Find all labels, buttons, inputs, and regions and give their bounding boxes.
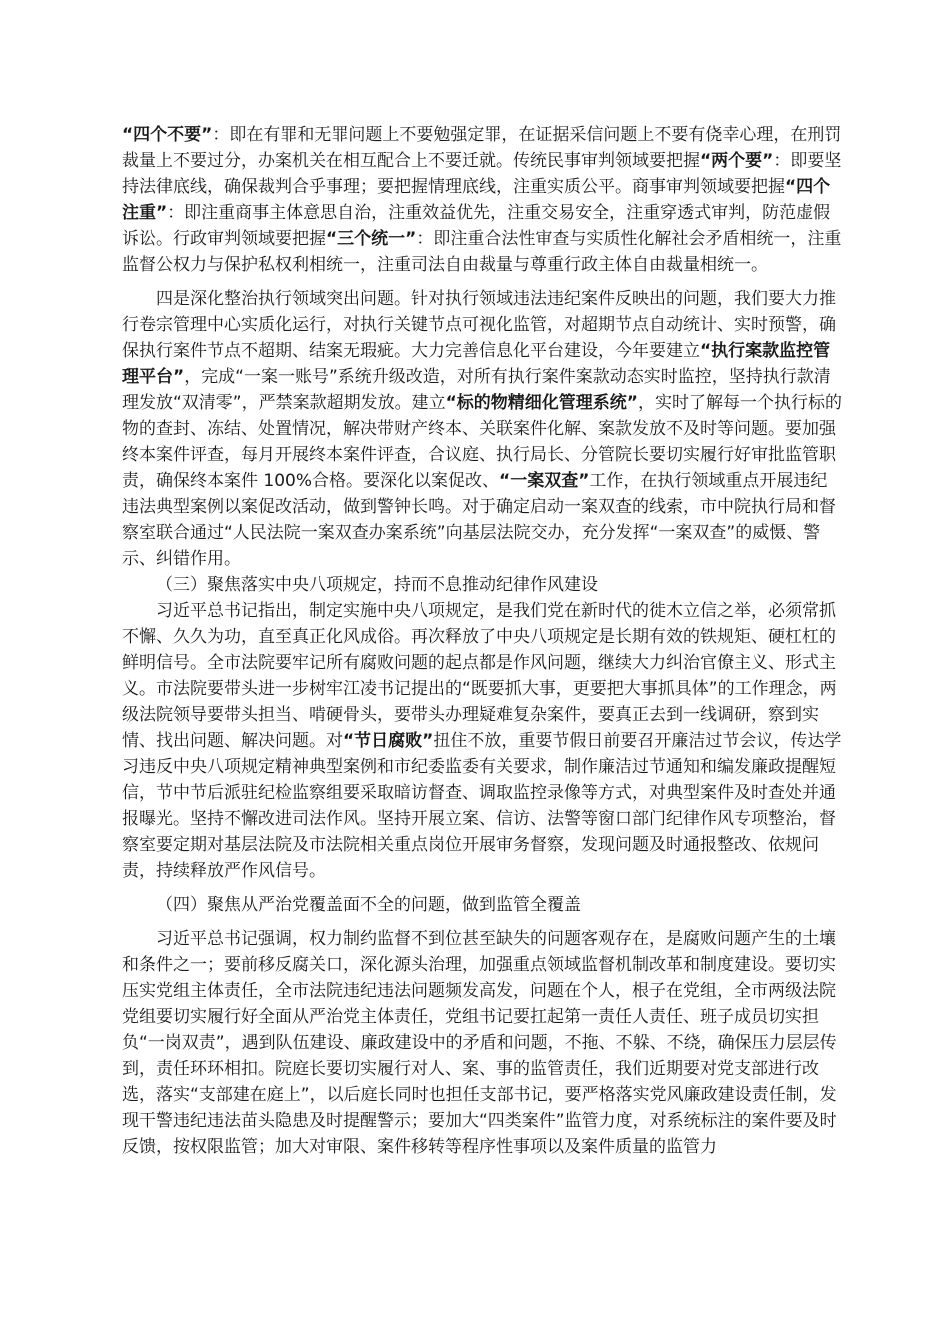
paragraph-supervision xyxy=(122,926,842,1160)
text-run: ：即要坚持法律底线，确保裁判合乎事理；要把握情理底线，注重实质公平。商事审判领域要把握 xyxy=(122,151,842,197)
text-run: 习近平总书记指出，制定实施中央八项规定，是我们党在新时代的徙木立信之举，必须常抓不懈、久久为功，直至真正化风成俗。再次释放了中央八项规定是长期有效的铁规矩、硬杠杠的鲜明信号。全市法院要牢记所有腐败问题的起点都是作风问题，继续大力纠治官僚主义、形式主义。市法院要带头进一步树牢江凌书记提出的“既要抓大事，更要把大事抓具体”的工作理念，两级法院领导要带头担当、啃硬骨头，要带头办理疑难复杂案件，要真正去到一线调研，察到实情、找出问题、解决问题。对 xyxy=(122,601,837,751)
document-body xyxy=(122,122,842,1160)
section-heading-4 xyxy=(122,892,842,918)
text-run: 四是深化整治执行领域突出问题。针对执行领域违法违纪案件反映出的问题，我们要大力推行卷宗管理中心实质化运行，对执行关键节点可视化监管，对超期节点自动统计、实时预警，确保执行案件节点不超期、结案无瑕疵。大力完善信息化平台建设，今年要建立 xyxy=(122,289,836,361)
bold-phrase: “四个不要” xyxy=(122,125,213,145)
bold-phrase: “三个统一” xyxy=(326,229,417,249)
bold-phrase: “执行案款监控管理平台” xyxy=(122,341,831,387)
heading-text: （三）聚焦落实中央八项规定，持而不息推动纪律作风建设 xyxy=(156,575,598,595)
text-run: 习近平总书记强调，权力制约监督不到位甚至缺失的问题客观存在，是腐败问题产生的土壤和条件之一；要前移反腐关口，深化源头治理，加强重点领域监督机制改革和制度建设。要切实压实党组主体责任，全市法院违纪违法问题频发高发，问题在个人，根子在党组，全市两级法院党组要切实履行好全面从严治党主体责任，党组书记要扛起第一责任人责任、班子成员切实担负“一岗双责”，遇到队伍建设、廉政建设中的矛盾和问题，不拖、不躲、不绕，确保压力层层传到，责任环环相扣。院庭长要切实履行对人、案、事的监管责任，我们近期要对党支部进行改选，落实“支部建在庭上”，以后庭长同时也担任支部书记，要严格落实党风廉政建设责任制，发现干警违纪违法苗头隐患及时提醒警示；要加大“四类案件”监管力度，对系统标注的案件要及时反馈，按权限监管；加大对审限、案件移转等程序性事项以及案件质量的监管力 xyxy=(122,929,837,1157)
text-run: 扭住不放，重要节假日前要召开廉洁过节会议，传达学习违反中央八项规定精神典型案例和市纪委监委有关要求，制作廉洁过节通知和编发廉政提醒短信，节中节后派驻纪检监察组要采取暗访督查、调取监控录像等方式，对典型案件及时查处并通报曝光。坚持不懈改进司法作风。坚持开展立案、信访、法警等窗口部门纪律作风专项整治，督察室要定期对基层法院及市法院相关重点岗位开展审务督察，发现问题及时通报整改、依规问责，持续释放严作风信号。 xyxy=(122,731,842,881)
text-run: ：即注重商事主体意思自治，注重效益优先，注重交易安全，注重穿透式审判，防范虚假诉讼。行政审判领域要把握 xyxy=(122,203,831,249)
text-run: ，实时了解每一个执行标的物的查封、冻结、处置情况，解决带财产终本、关联案件化解、案款发放不及时等问题。要加强终本案件评查，每月开展终本案件评查，合议庭、执行局长、分管院长要切实履行好审批监管职责，确保终本案件 100%合格。要深化以案促改、 xyxy=(122,393,842,491)
paragraph-four-nots xyxy=(122,122,842,278)
bold-phrase: “一案双查” xyxy=(499,471,590,491)
bold-phrase: “标的物精细化管理系统” xyxy=(445,393,638,413)
heading-text: （四）聚焦从严治党覆盖面不全的问题，做到监管全覆盖 xyxy=(156,895,581,915)
text-run: 工作，在执行领域重点开展违纪违法典型案例以案促改活动，做到警钟长鸣。对于确定启动一案双查的线索，市中院执行局和督察室联合通过“人民法院一案双查办案系统”向基层法院交办，充分发挥“一案双查”的威慑、警示、纠错作用。 xyxy=(122,471,836,569)
bold-phrase: “两个要” xyxy=(700,151,774,171)
paragraph-eight-rules xyxy=(122,598,842,884)
section-heading-3 xyxy=(122,572,842,598)
text-run: ：即注重合法性审查与实质性化解社会矛盾相统一，注重监督公权力与保护私权利相统一，注重司法自由裁量与尊重行政主体自由裁量相统一。 xyxy=(122,229,842,275)
text-run: ，完成“一案一账号”系统升级改造，对所有执行案件案款动态实时监控，坚持执行款清理发放“双清零”，严禁案款超期发放。建立 xyxy=(122,367,831,413)
bold-phrase: “四个注重” xyxy=(122,177,831,223)
paragraph-execution xyxy=(122,286,842,572)
bold-phrase: “节日腐败” xyxy=(343,731,434,751)
text-run: ：即在有罪和无罪问题上不要勉强定罪，在证据采信问题上不要有侥幸心理，在刑罚裁量上不要过分，办案机关在相互配合上不要迁就。传统民事审判领域要把握 xyxy=(122,125,842,171)
